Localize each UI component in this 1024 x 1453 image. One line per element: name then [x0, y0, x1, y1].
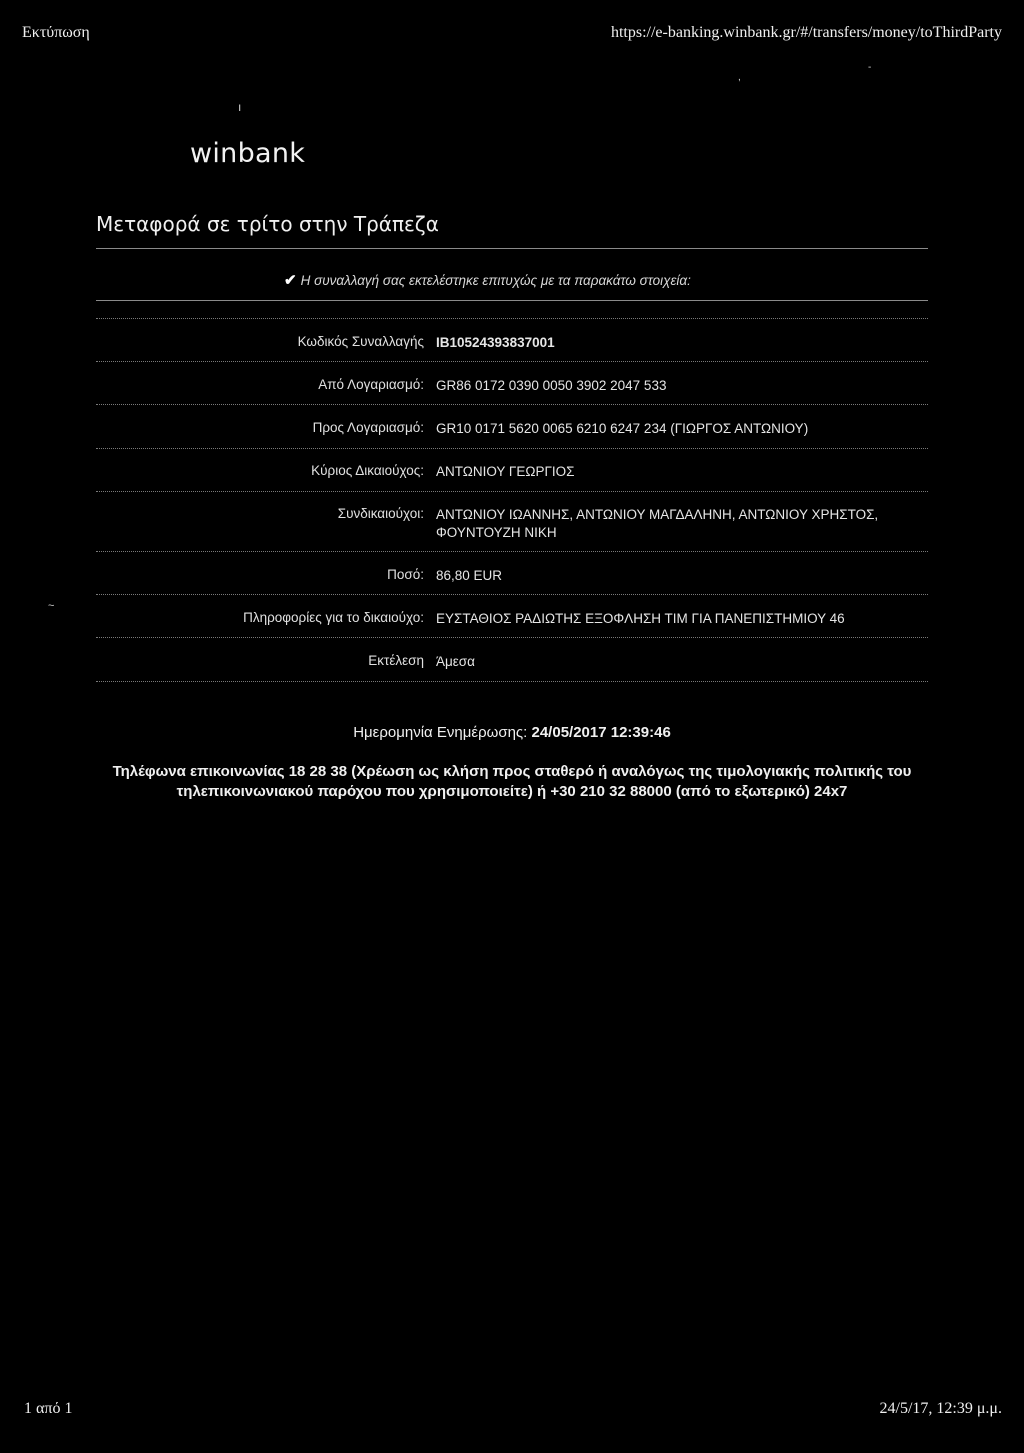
divider	[96, 551, 928, 552]
divider	[96, 491, 928, 492]
scan-speck: ,	[738, 72, 741, 83]
scan-speck: -	[868, 62, 872, 73]
success-message-text: Η συναλλαγή σας εκτελέστηκε επιτυχώς με τα παρακάτω στοιχεία:	[300, 273, 691, 288]
co-beneficiaries-label: Συνδικαιούχοι:	[337, 506, 424, 521]
divider	[96, 300, 928, 301]
divider	[96, 448, 928, 449]
update-date-label: Ημερομηνία Ενημέρωσης:	[353, 724, 528, 741]
update-date	[0, 724, 1024, 741]
checkmark-icon: ✔	[284, 272, 297, 289]
execution-value: Άμεσα	[436, 654, 475, 669]
execution-label: Εκτέλεση	[368, 653, 424, 668]
page-title: Μεταφορά σε τρίτο στην Τράπεζα	[96, 212, 439, 236]
print-footer-page: 1 από 1	[24, 1400, 73, 1417]
scan-speck: ı	[238, 100, 242, 114]
to-account-label: Προς Λογαριασμό:	[312, 420, 424, 435]
transaction-code-label: Κωδικός Συναλλαγής	[297, 334, 424, 349]
winbank-logo: winbank	[190, 138, 306, 169]
from-account-label: Από Λογαριασμό:	[318, 377, 424, 392]
success-message	[284, 271, 691, 289]
divider	[96, 594, 928, 595]
divider	[96, 318, 928, 319]
divider	[96, 637, 928, 638]
co-beneficiaries-value: ΑΝΤΩΝΙΟΥ ΙΩΑΝΝΗΣ, ΑΝΤΩΝΙΟΥ ΜΑΓΔΑΛΗΝΗ, ΑΝΤΩΝΙΟΥ ΧΡΗΣΤΟΣ, ΦΟΥΝΤΟΥΖΗ ΝΙΚΗ	[436, 507, 879, 540]
divider	[96, 248, 928, 249]
print-header-title: Εκτύπωση	[22, 24, 90, 41]
divider	[96, 361, 928, 362]
amount-value: 86,80 EUR	[436, 568, 503, 583]
from-account-value: GR86 0172 0390 0050 3902 2047 533	[436, 378, 667, 393]
main-beneficiary-value: ΑΝΤΩΝΙΟΥ ΓΕΩΡΓΙΟΣ	[436, 464, 575, 479]
to-account-value: GR10 0171 5620 0065 6210 6247 234 (ΓΙΩΡΓΟΣ ΑΝΤΩΝΙΟΥ)	[436, 421, 809, 436]
beneficiary-info-value: ΕΥΣΤΑΘΙΟΣ ΡΑΔΙΩΤΗΣ ΕΞΟΦΛΗΣΗ ΤΙΜ ΓΙΑ ΠΑΝΕΠΙΣΤΗΜΙΟΥ 46	[436, 611, 845, 626]
amount-label: Ποσό:	[387, 567, 424, 582]
scan-speck: ~	[48, 600, 55, 612]
contact-info: Τηλέφωνα επικοινωνίας 18 28 38 (Χρέωση ως κλήση προς σταθερό ή αναλόγως της τιμολογιακής πολιτικής του τηλεπικοινωνιακού παρόχου που χρησιμοποιείτε) ή +30 210 32 88000 (από το εξωτερικό) 24x7	[112, 763, 912, 800]
print-footer-datetime: 24/5/17, 12:39 μ.μ.	[879, 1400, 1002, 1417]
print-header-url: https://e-banking.winbank.gr/#/transfers/money/toThirdParty	[610, 24, 1002, 41]
divider	[96, 404, 928, 405]
transaction-code-value: IB10524393837001	[436, 335, 555, 350]
divider	[96, 681, 928, 682]
beneficiary-info-label: Πληροφορίες για το δικαιούχο:	[243, 610, 424, 625]
main-beneficiary-label: Κύριος Δικαιούχος:	[311, 463, 424, 478]
update-date-value: 24/05/2017 12:39:46	[531, 724, 671, 741]
